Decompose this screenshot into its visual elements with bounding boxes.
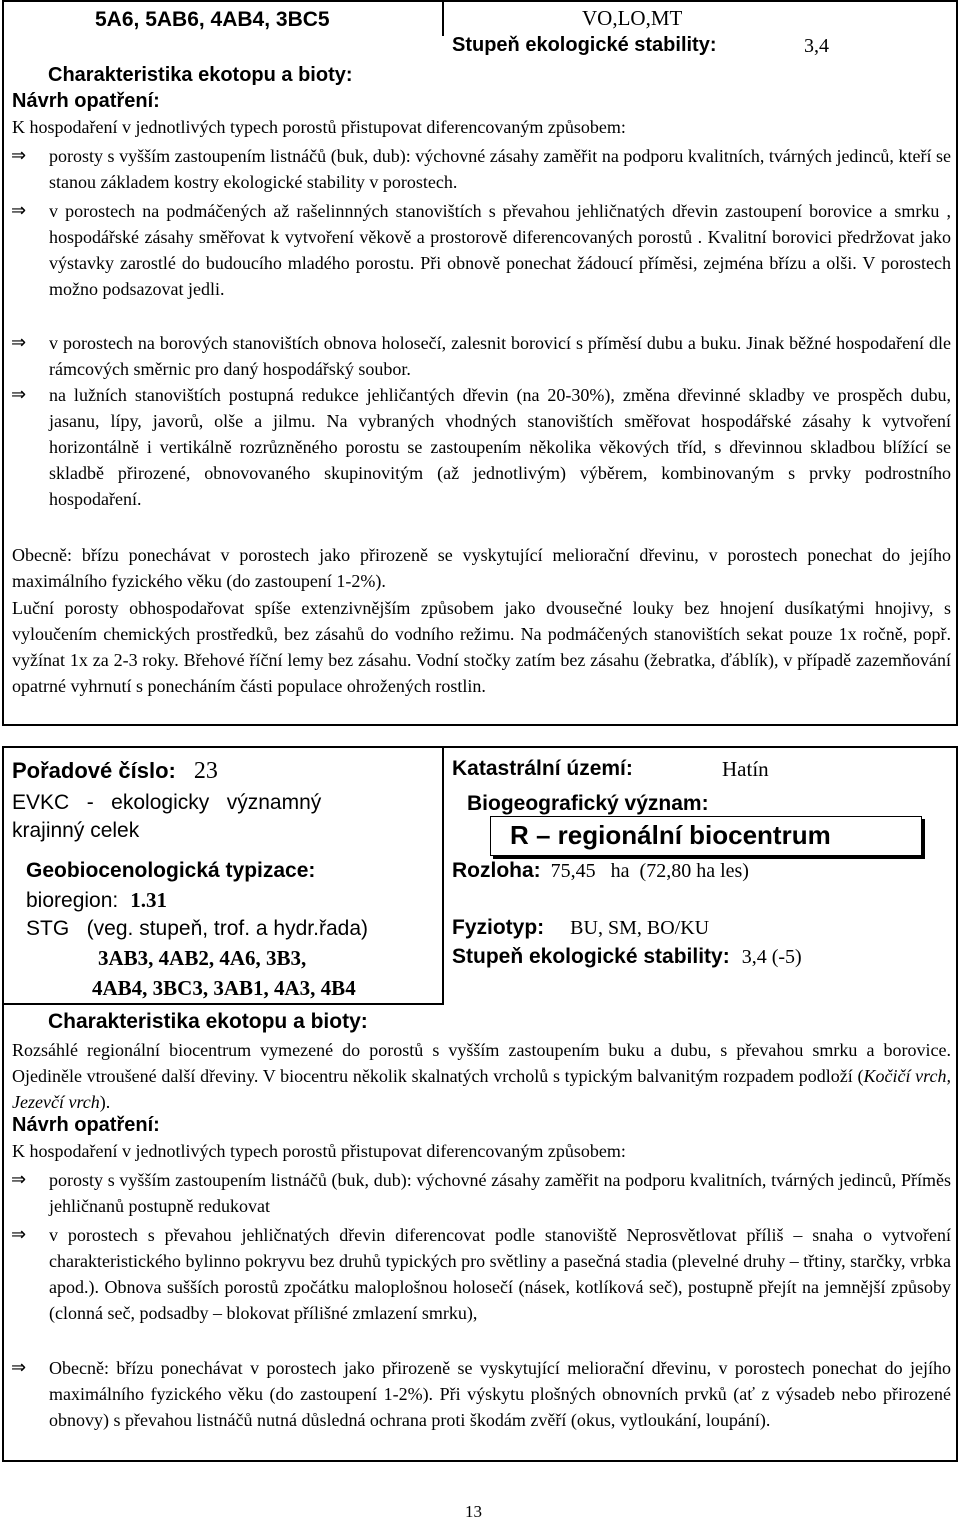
area: Rozloha: 75,45 ha (72,80 ha les) bbox=[452, 859, 749, 882]
block2-char-text: Rozsáhlé regionální biocentrum vymezené do porostů s vyšším zastoupením buku a dubu, s převahou smrku a borovice. Ojediněle vtroušené další dřeviny. V biocentru několik skalnatých vrcholů s typickým balvanitým rozpadem podloží (Kočičí vrch, Jezevčí vrch). bbox=[12, 1040, 951, 1112]
block1-intro: K hospodaření v jednotlivých typech porostů přistupovat diferencovaným způsobem: bbox=[12, 117, 626, 137]
evkc-line2: krajinný celek bbox=[12, 819, 140, 842]
bullet-arrow-icon: ⇒ bbox=[11, 332, 27, 353]
block1-meadows-note: Luční porosty obhospodařovat spíše extenzivnějším způsobem jako dvousečné louky bez hnojení dusíkatými hnojivy, s vyloučením chemických prostředků, bez zásahů do vodního režimu. Na podmáčených stanovištích sekat pouze 1x ročně, popř. vyžínat 1x za 2-3 roky. Břehové říční lemy bez zásahu. Vodní stočky zatím bez zásahu (žebratka, ďáblík), v případě zazemňování opatrné vyhrnutí s ponecháním části populace ohrožených rostlin. bbox=[12, 598, 951, 696]
stg-line1: 3AB3, 4AB2, 4A6, 3B3, bbox=[98, 946, 307, 970]
block1-stability-label: Stupeň ekologické stability: bbox=[452, 34, 717, 56]
stability: Stupeň ekologické stability: 3,4 (-5) bbox=[452, 945, 802, 968]
bullet-arrow-icon: ⇒ bbox=[11, 145, 27, 166]
block1-measures-heading: Návrh opatření: bbox=[12, 90, 160, 112]
bullet-arrow-icon: ⇒ bbox=[11, 1224, 27, 1245]
block1-general-note: Obecně: břízu ponechávat v porostech jako přirozeně se vyskytující meliorační dřevinu, v porostech ponechat do jejího maximálního fyzického věku (do zastoupení 1-2%). bbox=[12, 545, 951, 591]
block2-divider bbox=[442, 746, 444, 1005]
order-number: Pořadové číslo: 23 bbox=[12, 758, 218, 784]
block1-divider bbox=[442, 0, 444, 36]
block1-bullet-1: ⇒ porosty s vyšším zastoupením listnáčů (buk, dub): výchovné zásahy zaměřit na podporu kvalitních, tvárných jedinců, kteří se stanou základem kostry ekologické stability v porostech. bbox=[11, 145, 951, 192]
block2-bullet-3: ⇒ Obecně: břízu ponechávat v porostech jako přirozeně se vyskytující meliorační dřevinu, v porostech ponechat do jejího maximálního fyzického věku (do zastoupení 1-2%). Při výskytu plošných obnovních prvků (ať z výsadeb nebo přirozené obnovy) s převahou listnáčů nutná důsledná ochrana proti škodám zvěří (okus, vytloukání, loupání). bbox=[11, 1357, 951, 1430]
cadastral-label: Katastrální území: bbox=[452, 757, 633, 780]
block1-char-heading: Charakteristika ekotopu a bioty: bbox=[48, 64, 353, 86]
block2-char-heading: Charakteristika ekotopu a bioty: bbox=[48, 1010, 368, 1033]
block1-bullet-2: ⇒ v porostech na podmáčených až rašelinnných stanovištích s převahou jehličnatých dřevin zastoupení borovice a smrku , hospodářské zásahy směřovat k vytvoření věkově a prostorově diferencovaných porostů . Kvalitní borovici předržovat jako výstavky zarostlé do budoucího mladého porostu. Při obnově ponechat žádoucí příměsi, zejména břízu a olši. V porostech možno podsazovat jedli. bbox=[11, 200, 951, 299]
block2-intro: K hospodaření v jednotlivých typech porostů přistupovat diferencovaným způsobem: bbox=[12, 1141, 626, 1161]
block1-bullet-3: ⇒ v porostech na borových stanovištích obnova holosečí, zalesnit borovicí s příměsí dubu a buku. Jinak běžné hospodaření dle rámcových směrnic pro daný hospodářský soubor. bbox=[11, 332, 951, 379]
bullet-arrow-icon: ⇒ bbox=[11, 200, 27, 221]
bullet-arrow-icon: ⇒ bbox=[11, 1169, 27, 1190]
biogeo-label: Biogeografický význam: bbox=[467, 792, 709, 815]
bullet-arrow-icon: ⇒ bbox=[11, 384, 27, 405]
cadastral-value: Hatín bbox=[722, 757, 769, 781]
block2-measures-heading: Návrh opatření: bbox=[12, 1114, 160, 1136]
block1-bullet-4: ⇒ na lužních stanovištích postupná redukce jehličantých dřevin (na 20-30%), změna dřevinné skladby ve prospěch dubu, jasanu, lípy, javorů, olše a jilmu. Na vybraných vhodných stanovištích směřovat hospodářské zásahy k vytvoření horizontálně i vertikálně rozrůzněného porostu se zastoupením několika věkových tříd, s dřevinnou skladbou blížící se skladbě přirozené, obnovovaného skupinovitým (až jednotlivým) výběrem, kombinovaným s prvky podrostního hospodaření. bbox=[11, 384, 951, 509]
stg-line2: 4AB4, 3BC3, 3AB1, 4A3, 4B4 bbox=[92, 976, 356, 1000]
page-number: 13 bbox=[465, 1502, 482, 1521]
physiotype: Fyziotyp: BU, SM, BO/KU bbox=[452, 916, 710, 939]
bioregion: bioregion: 1.31 bbox=[26, 888, 167, 912]
block2-bullet-1: ⇒ porosty s vyšším zastoupením listnáčů (buk, dub): výchovné zásahy zaměřit na podporu kvalitních, tvárných jedinců, Příměs jehličnanů postupně redukovat bbox=[11, 1169, 951, 1216]
block1-stability-value: 3,4 bbox=[804, 35, 829, 57]
block1-codes: 5A6, 5AB6, 4AB4, 3BC5 bbox=[95, 8, 330, 31]
geobio-label: Geobiocenologická typizace: bbox=[26, 859, 316, 882]
stg-label: STG (veg. stupeň, trof. a hydr.řada) bbox=[26, 917, 368, 940]
evkc-line1: EVKC - ekologicky významný bbox=[12, 791, 322, 814]
biogeo-value: R – regionální biocentrum bbox=[510, 820, 831, 850]
bullet-arrow-icon: ⇒ bbox=[11, 1357, 27, 1378]
block2-header-rule bbox=[2, 1003, 444, 1005]
block1-veg: VO,LO,MT bbox=[582, 6, 683, 30]
block2-bullet-2: ⇒ v porostech s převahou jehličnatých dřevin diferencovat podle stanoviště Neprosvětlovat příliš – snaha o vytvoření charakteristického bylinno pokryvu bez druhů typických pro světliny a pasečná stadia (plevelné druhy – třtiny, starčky, vrbka apod.). Obnova sušších porostů zpočátku maloplošnou holosečí (násek, kotlíková seč), postupně přejít na jemnější způsoby (clonná seč, podsadby – blokovat přílišné zmlazení smrku), bbox=[11, 1224, 951, 1323]
